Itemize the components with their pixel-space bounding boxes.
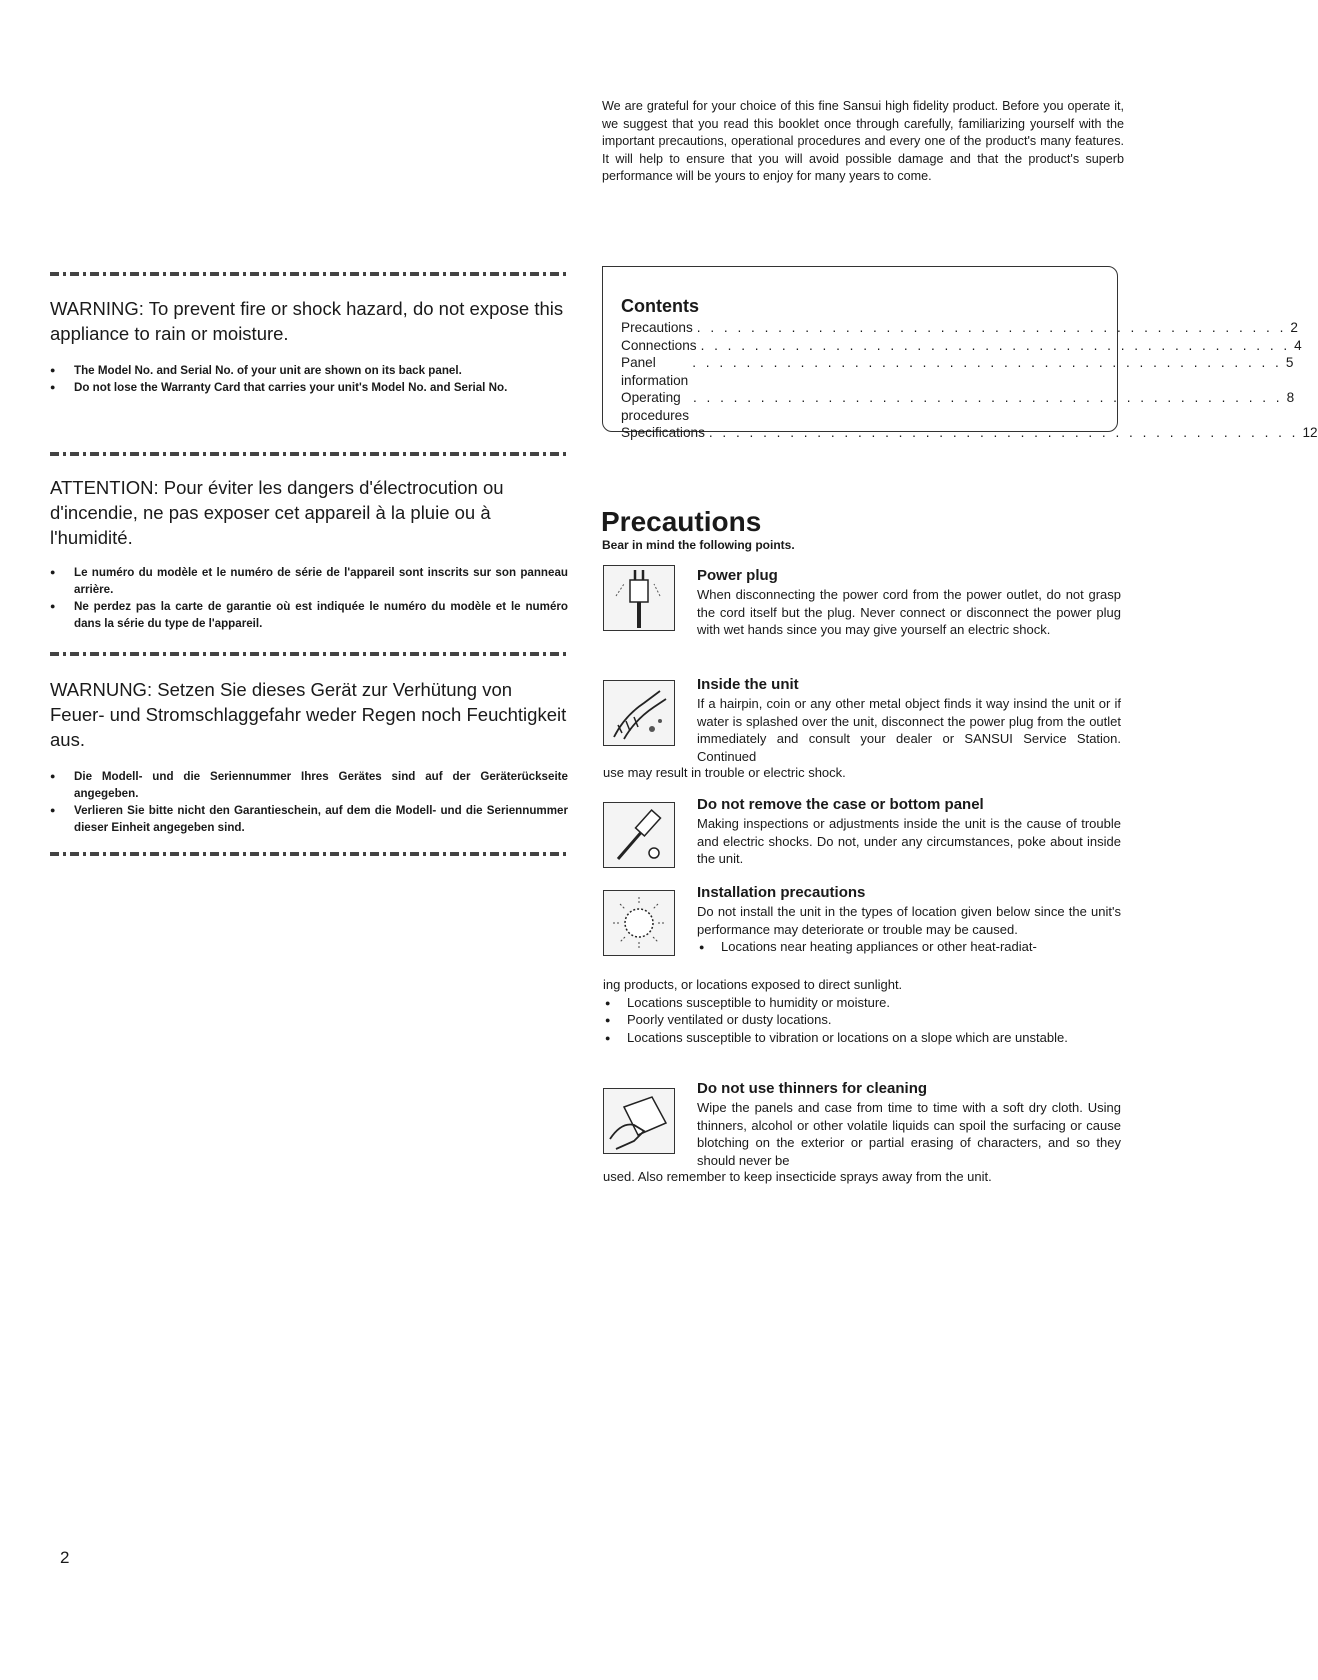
warning-bullet: ● The Model No. and Serial No. of your unit are shown on its back panel. [50, 362, 568, 379]
attention-label: ATTENTION: [50, 477, 159, 498]
contents-title: Contents [621, 296, 699, 316]
page-number: 2 [60, 1548, 70, 1567]
thinners-title: Do not use thinners for cleaning [697, 1080, 928, 1097]
installation-list [603, 976, 1121, 1046]
contents-box [602, 266, 1318, 440]
screwdriver-icon [603, 802, 675, 868]
power-plug-section [697, 567, 1121, 639]
thinners-section [697, 1080, 1121, 1169]
warning-text: To prevent fire or shock hazard, do not expose this appliance to rain or moisture. [50, 298, 564, 344]
toc-row-operating-procedures[interactable]: Operating procedures . . . . . . . . . . . . . . . . . . . . . . . . . . . . . . . . . . . . . . . . . . . . 8 [621, 390, 1295, 423]
thinners-body-continued: used. Also remember to keep insecticide sprays away from the unit. [603, 1169, 992, 1184]
attention-bullet: ● Le numéro du modèle et le numéro de série de l'appareil sont inscrits sur son panneau arrière. [50, 564, 568, 598]
warnung-text: Setzen Sie dieses Gerät zur Verhütung von Feuer- und Stromschlaggefahr weder Regen noch Feuchtigkeit aus. [50, 679, 567, 750]
dashed-divider [50, 272, 568, 276]
case-section [697, 796, 1121, 868]
precautions-subtitle: Bear in mind the following points. [602, 538, 795, 552]
power-plug-title: Power plug [697, 567, 778, 584]
warnung-bullet: ● Die Modell- und die Seriennummer Ihres Gerätes sind auf der Geräterückseite angegeben. [50, 768, 568, 802]
inside-unit-body: If a hairpin, coin or any other metal object finds it way insind the unit or if water is splashed over the unit, disconnect the power plug from the outlet immediately and consult your dealer or SANSUI Service Station. Continued [697, 696, 1121, 764]
intro-paragraph: We are grateful for your choice of this fine Sansui high fidelity product. Before you operate it, we suggest that you read this booklet once through carefully, familiarizing yourself with the important precautions, operational procedures and every one of the product's many features. It will help to ensure that you will avoid possible damage and that the product's superb performance will be yours to enjoy for many years to come. [602, 99, 1124, 184]
contents-list [621, 319, 1318, 442]
precautions-heading: Precautions [601, 506, 762, 537]
warning-section [50, 296, 568, 396]
hand-water-icon [603, 680, 675, 746]
installation-bullet: ● Locations susceptible to vibration or locations on a slope which are unstable. [603, 1029, 1121, 1047]
cleaning-cloth-icon [603, 1088, 675, 1154]
toc-row-precautions[interactable]: Precautions . . . . . . . . . . . . . . . . . . . . . . . . . . . . . . . . . . . . . . . . . . . . 2 [621, 320, 1298, 335]
power-plug-icon [603, 565, 675, 631]
warnung-bullet: ● Verlieren Sie bitte nicht den Garantieschein, auf dem die Modell- und die Seriennummer dieser Einheit angegeben sind. [50, 802, 568, 836]
installation-body: Do not install the unit in the types of location given below since the unit's performance may deteriorate or trouble may be caused. [697, 904, 1121, 937]
attention-bullet: ● Ne perdez pas la carte de garantie où est indiquée le numéro du modèle et le numéro dans la série du type de l'appareil. [50, 598, 568, 632]
installation-bullet-continued: ing products, or locations exposed to direct sunlight. [603, 977, 903, 992]
installation-section [697, 884, 1121, 956]
sun-icon [603, 890, 675, 956]
attention-text: Pour éviter les dangers d'électrocution ou d'incendie, ne pas exposer cet appareil à la pluie ou à l'humidité. [50, 477, 504, 548]
case-title: Do not remove the case or bottom panel [697, 796, 984, 813]
warnung-label: WARNUNG: [50, 679, 153, 700]
dashed-divider [50, 852, 568, 856]
power-plug-body: When disconnecting the power cord from the power outlet, do not grasp the cord itself but the plug. Never connect or disconnect the power plug with wet hands since you may give yourself an electric shock. [697, 587, 1121, 638]
warning-label: WARNING: [50, 298, 144, 319]
inside-unit-title: Inside the unit [697, 676, 799, 693]
inside-unit-body-continued: use may result in trouble or electric shock. [603, 765, 846, 780]
attention-section [50, 475, 568, 632]
installation-bullet: ● Poorly ventilated or dusty locations. [603, 1011, 1121, 1029]
warnung-section [50, 677, 568, 836]
toc-row-connections[interactable]: Connections . . . . . . . . . . . . . . . . . . . . . . . . . . . . . . . . . . . . . . . . . . . . 4 [621, 337, 1302, 353]
inside-unit-section [697, 676, 1121, 765]
warning-bullet: ● Do not lose the Warranty Card that carries your unit's Model No. and Serial No. [50, 379, 568, 396]
dashed-divider [50, 452, 568, 456]
case-body: Making inspections or adjustments inside the unit is the cause of trouble and electric shocks. Do not, under any circumstances, poke about inside the unit. [697, 816, 1121, 867]
toc-row-panel-information[interactable]: Panel information . . . . . . . . . . . . . . . . . . . . . . . . . . . . . . . . . . . . . . . . . . . . 5 [621, 355, 1294, 388]
installation-bullet: ● Locations susceptible to humidity or moisture. [603, 994, 1121, 1012]
installation-bullet: ● Locations near heating appliances or other heat-radiat- [697, 938, 1121, 956]
installation-title: Installation precautions [697, 884, 866, 901]
thinners-body: Wipe the panels and case from time to time with a soft dry cloth. Using thinners, alcohol or other volatile liquids can spoil the surfacing or cause blotching on the exterior or partial erasing of characters, and so they should never be [697, 1100, 1121, 1168]
dashed-divider [50, 652, 568, 656]
toc-row-specifications[interactable]: Specifications . . . . . . . . . . . . . . . . . . . . . . . . . . . . . . . . . . . . . . . . . . . . 12 [621, 425, 1318, 440]
